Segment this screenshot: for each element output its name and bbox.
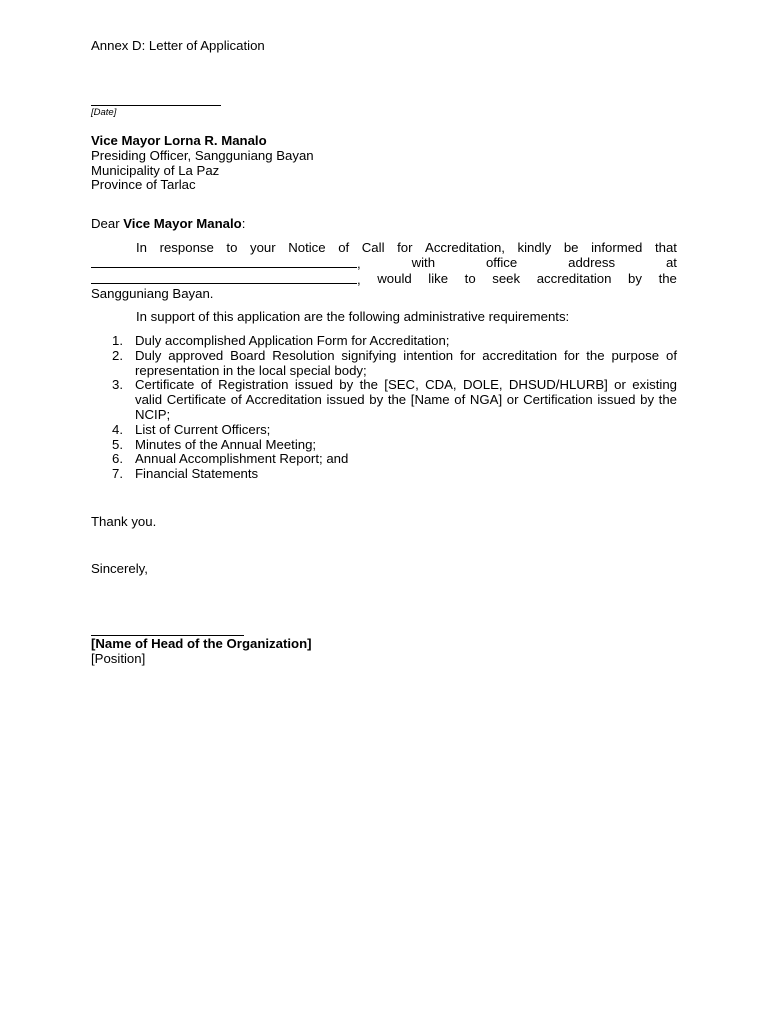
requirement-text: List of Current Officers; [135, 421, 271, 437]
body-word: like [428, 270, 449, 286]
requirement-text: Duly approved Board Resolution signifying intention for accreditation for the purpose of representation in the local special body; [135, 347, 677, 378]
requirement-text: Certificate of Registration issued by the [SEC, CDA, DOLE, DHSUD/HLURB] or existing valid Certificate of Accreditation issued by the [Name of NGA] or Certification issued by the NCIP; [135, 377, 677, 422]
organization-name-blank [91, 256, 357, 268]
org-blank-segment [91, 256, 361, 272]
body-word: response [159, 240, 214, 255]
body-word: Notice [288, 240, 326, 255]
salutation-prefix: Dear [91, 216, 124, 231]
requirement-number: 7. [112, 466, 123, 482]
body-word: by [628, 270, 642, 286]
requirement-number: 5. [112, 436, 123, 452]
body-word: Call [361, 240, 385, 255]
requirement-text: Annual Accomplishment Report; and [135, 451, 349, 467]
requirements-list [91, 334, 677, 482]
requirement-item [91, 349, 677, 379]
body-word: seek [492, 270, 521, 286]
body-word: at [665, 254, 677, 270]
body-word: to [464, 270, 476, 286]
body-word: with [411, 254, 436, 270]
salutation [91, 217, 245, 232]
body-word: that [654, 240, 677, 255]
requirement-number: 6. [112, 451, 123, 467]
body-line-4: Sangguniang Bayan. [91, 286, 214, 302]
requirement-text: Financial Statements [135, 466, 259, 482]
date-placeholder: [Date] [91, 107, 117, 118]
body-word: be [563, 240, 579, 255]
requirement-item [91, 423, 677, 438]
requirement-item [91, 452, 677, 467]
requirement-number: 3. [112, 377, 123, 393]
body-word: address [568, 254, 616, 270]
body-line-3 [91, 272, 677, 288]
requirement-number: 1. [112, 333, 123, 348]
comma: , [357, 255, 361, 271]
office-address-blank [91, 272, 357, 284]
requirement-text: Minutes of the Annual Meeting; [135, 436, 317, 452]
requirement-item [91, 438, 677, 453]
body-word: Accreditation, [425, 240, 505, 255]
signatory-position: [Position] [91, 651, 146, 666]
addressee-line: Presiding Officer, Sangguniang Bayan [91, 147, 314, 163]
body-word: kindly [517, 240, 552, 255]
addressee-block [91, 134, 314, 193]
date-block [91, 92, 221, 119]
address-blank-segment [91, 272, 361, 288]
body-paragraph [91, 241, 677, 302]
support-intro: In support of this application are the following administrative requirements: [136, 309, 570, 324]
comma: , [357, 271, 361, 287]
body-word: the [658, 270, 677, 286]
body-word: for [397, 240, 413, 255]
body-word: accreditation [536, 270, 612, 286]
signature-line [91, 623, 244, 636]
addressee-line: Municipality of La Paz [91, 162, 220, 178]
body-line-1 [91, 241, 677, 256]
addressee-line: Province of Tarlac [91, 177, 196, 193]
requirement-item [91, 467, 677, 482]
requirement-item [91, 334, 677, 349]
requirement-number: 4. [112, 421, 123, 437]
body-word: your [250, 240, 276, 255]
addressee-name: Vice Mayor Lorna R. Manalo [91, 133, 267, 148]
body-word: would [377, 270, 412, 286]
salutation-name: Vice Mayor Manalo [123, 216, 242, 231]
date-blank-line [91, 92, 221, 106]
body-word: office [485, 254, 518, 270]
body-word: of [338, 240, 350, 255]
body-word: informed [591, 240, 643, 255]
signatory-name: [Name of Head of the Organization] [91, 636, 312, 651]
annex-title: Annex D: Letter of Application [91, 38, 265, 53]
requirement-text: Duly accomplished Application Form for Accreditation; [135, 333, 450, 348]
thank-you: Thank you. [91, 514, 157, 529]
body-word: to [226, 240, 238, 255]
sincerely: Sincerely, [91, 561, 148, 576]
requirement-item [91, 378, 677, 422]
body-word: In [136, 240, 147, 255]
body-line-2 [91, 256, 677, 272]
requirement-number: 2. [112, 347, 123, 363]
salutation-suffix: : [241, 216, 246, 231]
